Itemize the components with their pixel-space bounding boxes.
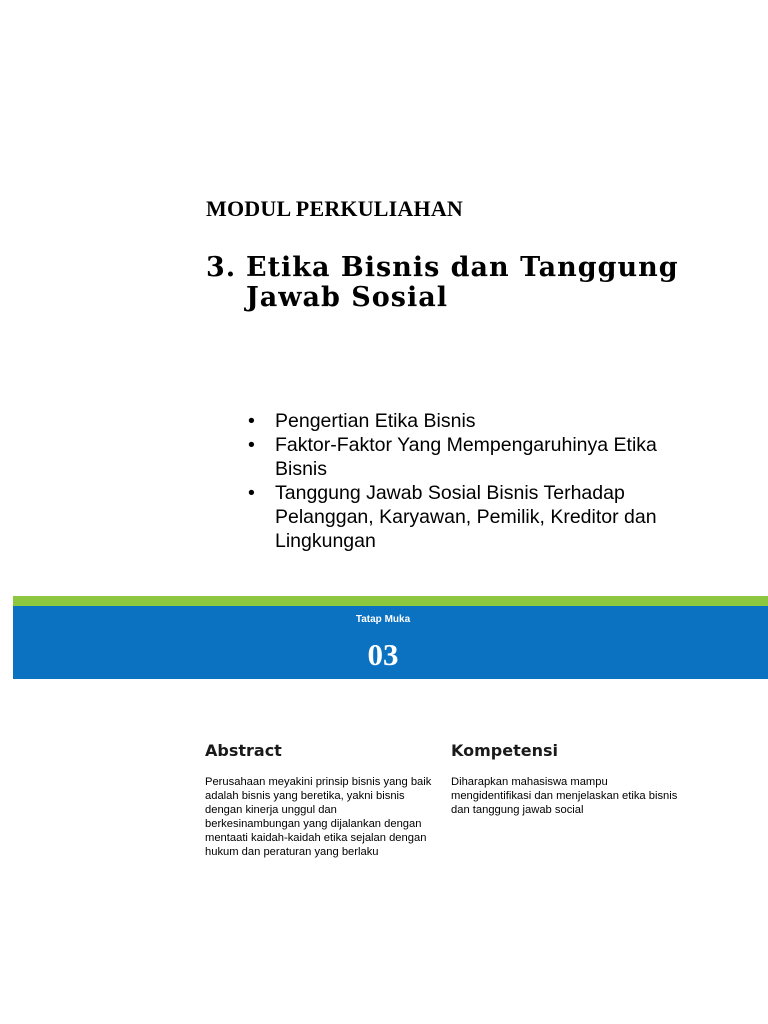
abstract-body: Perusahaan meyakini prinsip bisnis yang baik adalah bisnis yang beretika, yakni bisnis dengan kinerja unggul dan berkesinambungan yang dijalankan dengan mentaati kaidah-kaidah etika sejalan dengan hukum dan peraturan yang berlaku: [205, 776, 432, 858]
bullet-icon: •: [248, 410, 255, 432]
topic-list: [246, 409, 696, 553]
module-number: 3.: [206, 252, 237, 283]
topic-item: [246, 481, 696, 553]
topic-text: Pengertian Etika Bisnis: [275, 410, 476, 432]
topic-item: [246, 409, 696, 433]
bullet-icon: •: [248, 434, 255, 456]
kompetensi-body: Diharapkan mahasiswa mampu mengidentifikasi dan menjelaskan etika bisnis dan tanggung jawab social: [451, 776, 678, 816]
bullet-icon: •: [248, 482, 255, 504]
kompetensi-heading: Kompetensi: [451, 741, 558, 760]
abstract-heading: Abstract: [205, 741, 282, 760]
module-title: [206, 253, 706, 313]
topic-item: [246, 433, 696, 481]
topic-text: Faktor-Faktor Yang Mempengaruhinya Etika Bisnis: [275, 434, 657, 480]
module-label: MODUL PERKULIAHAN: [206, 196, 464, 221]
session-number: 03: [367, 637, 399, 672]
session-label: Tatap Muka: [355, 614, 411, 625]
module-title-text: Etika Bisnis dan Tanggung Jawab Sosial: [246, 252, 679, 313]
topic-text: Tanggung Jawab Sosial Bisnis Terhadap Pelanggan, Karyawan, Pemilik, Kreditor dan Lingkungan: [275, 482, 657, 552]
green-accent-bar: [13, 596, 768, 606]
